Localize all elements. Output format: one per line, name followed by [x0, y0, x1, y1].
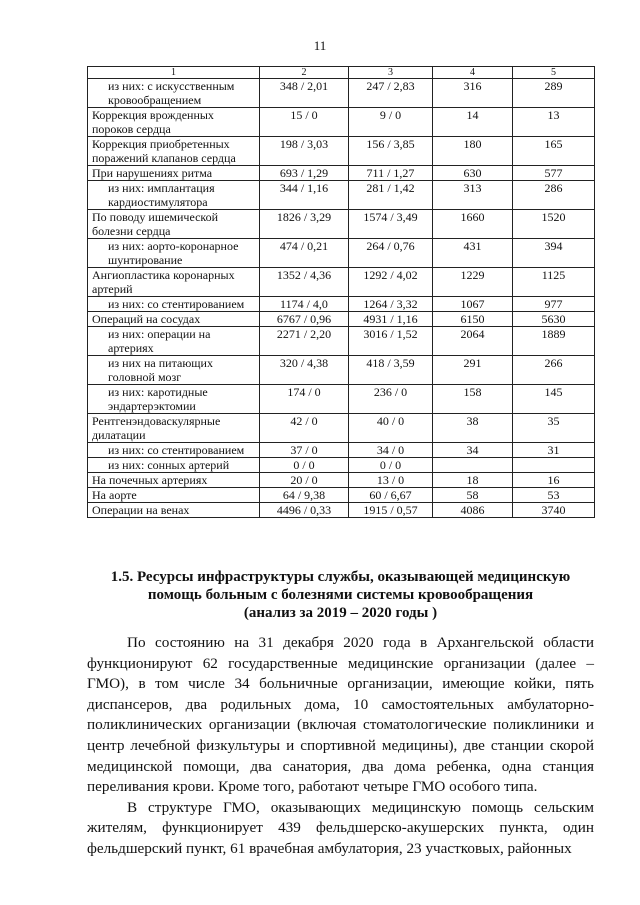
cell-value: 53: [513, 488, 595, 503]
cell-value: 281 / 1,42: [349, 181, 433, 210]
row-label: Операции на венах: [88, 503, 260, 518]
cell-value: 20 / 0: [260, 473, 349, 488]
column-number: 5: [513, 67, 595, 79]
column-number: 4: [433, 67, 513, 79]
row-label: Рентгенэндоваскулярные дилатации: [88, 414, 260, 443]
column-number: 2: [260, 67, 349, 79]
cell-value: 35: [513, 414, 595, 443]
table-row: [88, 79, 595, 108]
cell-value: 58: [433, 488, 513, 503]
cell-value: 5630: [513, 312, 595, 327]
table-row: [88, 327, 595, 356]
table-row: [88, 488, 595, 503]
cell-value: 158: [433, 385, 513, 414]
table-row: [88, 297, 595, 312]
cell-value: 16: [513, 473, 595, 488]
cell-value: 264 / 0,76: [349, 239, 433, 268]
cell-value: 9 / 0: [349, 108, 433, 137]
table-header-row: [88, 67, 595, 79]
cell-value: 394: [513, 239, 595, 268]
table-row: [88, 166, 595, 181]
cell-value: 180: [433, 137, 513, 166]
cell-value: 344 / 1,16: [260, 181, 349, 210]
cell-value: [513, 458, 595, 473]
cell-value: 40 / 0: [349, 414, 433, 443]
row-label: из них: со стентированием: [88, 443, 260, 458]
row-label: На почечных артериях: [88, 473, 260, 488]
cell-value: 2271 / 2,20: [260, 327, 349, 356]
body-text: [87, 633, 594, 860]
cell-value: 711 / 1,27: [349, 166, 433, 181]
table-row: [88, 268, 595, 297]
cell-value: 1889: [513, 327, 595, 356]
table-row: [88, 473, 595, 488]
cell-value: 13: [513, 108, 595, 137]
cell-value: 165: [513, 137, 595, 166]
cell-value: 4496 / 0,33: [260, 503, 349, 518]
table-row: [88, 503, 595, 518]
row-label: из них: сонных артерий: [88, 458, 260, 473]
table-row: [88, 458, 595, 473]
row-label: На аорте: [88, 488, 260, 503]
row-label: из них: имплантация кардиостимулятора: [88, 181, 260, 210]
cell-value: 0 / 0: [260, 458, 349, 473]
cell-value: 320 / 4,38: [260, 356, 349, 385]
row-label: Коррекция приобретенных поражений клапанов сердца: [88, 137, 260, 166]
cell-value: 289: [513, 79, 595, 108]
cell-value: 630: [433, 166, 513, 181]
cell-value: 247 / 2,83: [349, 79, 433, 108]
cell-value: 1174 / 4,0: [260, 297, 349, 312]
cell-value: 145: [513, 385, 595, 414]
cell-value: 15 / 0: [260, 108, 349, 137]
paragraph: В структуре ГМО, оказывающих медицинскую помощь сельским жителям, функционирует 439 фельдшерско-акушерских пункта, один фельдшерский пункт, 61 врачебная амбулатория, 23 участковых, районных: [87, 798, 594, 857]
cell-value: 42 / 0: [260, 414, 349, 443]
cell-value: 3016 / 1,52: [349, 327, 433, 356]
cell-value: 1826 / 3,29: [260, 210, 349, 239]
cell-value: 1067: [433, 297, 513, 312]
cell-value: 1125: [513, 268, 595, 297]
table-row: [88, 443, 595, 458]
cell-value: 60 / 6,67: [349, 488, 433, 503]
row-label: из них: аорто-коронарное шунтирование: [88, 239, 260, 268]
cell-value: 418 / 3,59: [349, 356, 433, 385]
cell-value: [433, 458, 513, 473]
cell-value: 286: [513, 181, 595, 210]
cell-value: 4931 / 1,16: [349, 312, 433, 327]
table-row: [88, 239, 595, 268]
cell-value: 6767 / 0,96: [260, 312, 349, 327]
table-row: [88, 137, 595, 166]
heading-line: (анализ за 2019 – 2020 годы ): [243, 605, 438, 621]
cell-value: 0 / 0: [349, 458, 433, 473]
page-number: 11: [313, 38, 327, 53]
table-row: [88, 312, 595, 327]
cell-value: 64 / 9,38: [260, 488, 349, 503]
cell-value: 1352 / 4,36: [260, 268, 349, 297]
cell-value: 977: [513, 297, 595, 312]
cell-value: 431: [433, 239, 513, 268]
cell-value: 18: [433, 473, 513, 488]
table-row: [88, 108, 595, 137]
cell-value: 34: [433, 443, 513, 458]
heading-line: помощь больным с болезнями системы кровообращения: [147, 587, 534, 603]
cell-value: 156 / 3,85: [349, 137, 433, 166]
cell-value: 37 / 0: [260, 443, 349, 458]
statistics-table: [87, 66, 595, 518]
row-label: из них на питающих головной мозг: [88, 356, 260, 385]
cell-value: 6150: [433, 312, 513, 327]
cell-value: 693 / 1,29: [260, 166, 349, 181]
row-label: По поводу ишемической болезни сердца: [88, 210, 260, 239]
paragraph: По состоянию на 31 декабря 2020 года в Архангельской области функционируют 62 государственные медицинские организации (далее – ГМО), в том числе 34 больничные организации, имеющие койки, пять диспансеров, два родильных дома, 10 самостоятельных амбулаторно-поликлинических организации (включая стоматологические поликлиники и центр лечебной физкультуры и спортивной медицины), две станции скорой медицинской помощи, два санатория, два дома ребенка, одна станция переливания крови. Кроме того, работают четыре ГМО особого типа.: [87, 634, 594, 796]
cell-value: 266: [513, 356, 595, 385]
row-label: Коррекция врожденных пороков сердца: [88, 108, 260, 137]
cell-value: 198 / 3,03: [260, 137, 349, 166]
cell-value: 348 / 2,01: [260, 79, 349, 108]
cell-value: 2064: [433, 327, 513, 356]
row-label: Операций на сосудах: [88, 312, 260, 327]
row-label: При нарушениях ритма: [88, 166, 260, 181]
cell-value: 13 / 0: [349, 473, 433, 488]
cell-value: 38: [433, 414, 513, 443]
cell-value: 31: [513, 443, 595, 458]
cell-value: 3740: [513, 503, 595, 518]
cell-value: 1574 / 3,49: [349, 210, 433, 239]
table-row: [88, 181, 595, 210]
cell-value: 1264 / 3,32: [349, 297, 433, 312]
cell-value: 174 / 0: [260, 385, 349, 414]
cell-value: 1520: [513, 210, 595, 239]
cell-value: 14: [433, 108, 513, 137]
table-row: [88, 414, 595, 443]
cell-value: 4086: [433, 503, 513, 518]
cell-value: 1660: [433, 210, 513, 239]
cell-value: 1292 / 4,02: [349, 268, 433, 297]
cell-value: 316: [433, 79, 513, 108]
cell-value: 474 / 0,21: [260, 239, 349, 268]
cell-value: 291: [433, 356, 513, 385]
column-number: 3: [349, 67, 433, 79]
row-label: из них: операции на артериях: [88, 327, 260, 356]
cell-value: 1915 / 0,57: [349, 503, 433, 518]
row-label: из них: каротидные эндартерэктомии: [88, 385, 260, 414]
column-number: 1: [88, 67, 260, 79]
row-label: из них: с искусственным кровообращением: [88, 79, 260, 108]
cell-value: 313: [433, 181, 513, 210]
cell-value: 236 / 0: [349, 385, 433, 414]
section-heading: [87, 568, 594, 622]
heading-line: 1.5. Ресурсы инфраструктуры службы, оказывающей медицинскую: [110, 569, 571, 585]
cell-value: 1229: [433, 268, 513, 297]
cell-value: 577: [513, 166, 595, 181]
table-row: [88, 210, 595, 239]
table-row: [88, 356, 595, 385]
row-label: из них: со стентированием: [88, 297, 260, 312]
cell-value: 34 / 0: [349, 443, 433, 458]
row-label: Ангиопластика коронарных артерий: [88, 268, 260, 297]
table-row: [88, 385, 595, 414]
